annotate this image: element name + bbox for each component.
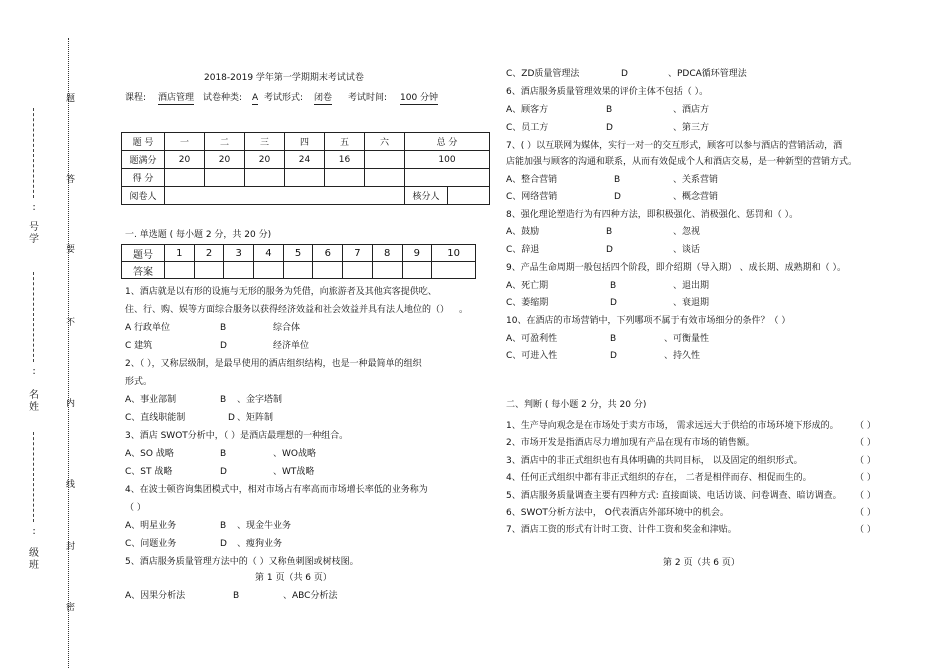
option-letter: D bbox=[220, 467, 227, 477]
option-text: 、WO战略 bbox=[273, 449, 316, 459]
score-cell: 16 bbox=[325, 151, 365, 169]
score-cell: 总 分 bbox=[405, 133, 490, 151]
judge-item: 3、酒店中的非正式组织也有具体明确的共同目标， 以及固定的组织形式。 bbox=[506, 456, 803, 466]
seal-char: 不 bbox=[66, 318, 76, 328]
option-letter: D bbox=[610, 351, 617, 361]
option-letter: D bbox=[606, 123, 613, 133]
score-cell: 二 bbox=[205, 133, 245, 151]
score-cell: 六 bbox=[365, 133, 405, 151]
exam-form-label: 考试形式: bbox=[264, 93, 304, 103]
seal-char: 线 bbox=[66, 480, 76, 490]
score-cell: 四 bbox=[285, 133, 325, 151]
option-text: A、整合营销 bbox=[506, 175, 558, 185]
question-line: 形式。 bbox=[125, 377, 153, 387]
page-footer: 第 1 页（共 6 页） bbox=[255, 573, 332, 583]
answer-cell bbox=[343, 262, 373, 279]
judge-paren: （ ） bbox=[855, 421, 876, 431]
exam-title: 2018-2019 学年第一学期期末考试试卷 bbox=[204, 73, 364, 83]
judge-paren: （ ） bbox=[855, 525, 876, 535]
seal-char: 要 bbox=[66, 245, 76, 255]
question-line: 4、在波士顿咨询集团模式中，相对市场占有率高而市场增长率低的业务称为 bbox=[125, 485, 428, 495]
option-letter: B bbox=[614, 175, 621, 185]
xuehao-colon: : bbox=[32, 202, 36, 213]
score-cell: 三 bbox=[245, 133, 285, 151]
option-text: C、辞退 bbox=[506, 245, 540, 255]
option-text: 、谈话 bbox=[673, 245, 701, 255]
score-cell: 得 分 bbox=[122, 169, 165, 187]
option-letter: B bbox=[220, 449, 227, 459]
option-text: A、死亡期 bbox=[506, 281, 549, 291]
xingming-colon: : bbox=[32, 366, 36, 377]
question-line: 5、酒店服务质量管理方法中的（ ）又称鱼刺图或树枝图。 bbox=[125, 557, 359, 567]
score-table-row bbox=[122, 151, 490, 169]
answer-cell bbox=[224, 262, 254, 279]
score-cell bbox=[365, 151, 405, 169]
answer-cell bbox=[402, 262, 432, 279]
score-cell: 五 bbox=[325, 133, 365, 151]
judge-item: 1、生产导向观念是在市场处于卖方市场， 需求远远大于供给的市场环境下形成的。 bbox=[506, 421, 839, 431]
option-text: A、可盈利性 bbox=[506, 334, 558, 344]
section1-heading: 一. 单选题 ( 每小题 2 分，共 20 分) bbox=[125, 230, 272, 240]
judge-paren: （ ） bbox=[855, 456, 876, 466]
score-cell bbox=[405, 169, 490, 187]
question-line: 7、( ）以互联网为媒体，实行一对一的交互形式，顾客可以参与酒店的营销活动，酒 bbox=[506, 141, 843, 151]
judge-paren: （ ） bbox=[855, 473, 876, 483]
option-text: 、现金牛业务 bbox=[237, 521, 292, 531]
paper-type-value: A bbox=[252, 93, 259, 103]
option-letter: B bbox=[610, 281, 617, 291]
option-letter: B bbox=[220, 521, 227, 531]
answer-cell: 9 bbox=[402, 245, 432, 262]
option-text: 、瘦狗业务 bbox=[237, 539, 283, 549]
option-text: C 建筑 bbox=[125, 341, 153, 351]
course-value: 酒店管理 bbox=[158, 93, 195, 103]
question-line: （ ） bbox=[125, 503, 146, 513]
judge-item: 2、市场开发是指酒店尽力增加现有产品在现有市场的销售额。 bbox=[506, 438, 755, 448]
option-letter: B bbox=[606, 105, 613, 115]
banji-line bbox=[33, 432, 34, 522]
question-line: 8、强化理论塑造行为有四种方法，即积极强化、消极强化、惩罚和（ ）。 bbox=[506, 210, 799, 220]
question-line: 住、行、购、娱等方面综合服务以获得经济效益和社会效益并具有法人地位的（） bbox=[125, 305, 450, 315]
option-text: 、WT战略 bbox=[273, 467, 315, 477]
score-table-row bbox=[122, 187, 490, 205]
answer-cell: 6 bbox=[313, 245, 343, 262]
score-cell: 100 bbox=[405, 151, 490, 169]
answer-cell bbox=[254, 262, 284, 279]
score-cell: 20 bbox=[165, 151, 205, 169]
judge-paren: （ ） bbox=[855, 491, 876, 501]
score-cell bbox=[365, 169, 405, 187]
judge-item: 4、任何正式组织中都有非正式组织的存在， 二者是相伴而存、相促而生的。 bbox=[506, 473, 812, 483]
question-line: 10、在酒店的市场营销中，下列哪项不属于有效市场细分的条件？（ ） bbox=[506, 316, 791, 326]
option-text: 、第三方 bbox=[673, 123, 710, 133]
section2-heading: 二、判断 ( 每小题 2 分，共 20 分) bbox=[506, 400, 647, 410]
answer-cell bbox=[165, 262, 195, 279]
page-footer: 第 2 页（共 6 页） bbox=[663, 558, 740, 568]
score-cell bbox=[165, 169, 205, 187]
answer-cell: 5 bbox=[283, 245, 313, 262]
option-text: C、员工方 bbox=[506, 123, 549, 133]
option-text: 、忽视 bbox=[673, 227, 701, 237]
option-text: A、SO 战略 bbox=[125, 449, 174, 459]
option-letter: B bbox=[610, 334, 617, 344]
banji-char: 级 bbox=[29, 548, 39, 559]
score-cell bbox=[205, 169, 245, 187]
course-label: 课程: bbox=[125, 93, 147, 103]
option-text: C、萎缩期 bbox=[506, 298, 549, 308]
score-cell: 20 bbox=[245, 151, 285, 169]
option-letter: D bbox=[220, 341, 227, 351]
answer-cell bbox=[372, 262, 402, 279]
option-text: 、ABC分析法 bbox=[283, 591, 338, 601]
option-text: 、退出期 bbox=[673, 281, 710, 291]
answer-cell: 7 bbox=[343, 245, 373, 262]
banji-colon: : bbox=[32, 526, 36, 537]
seal-dotted-line bbox=[68, 38, 69, 668]
question-line: 3、酒店 SWOT分析中，（ ）是酒店最理想的一种组合。 bbox=[125, 431, 349, 441]
option-letter: B bbox=[220, 395, 227, 405]
question-line: 。 bbox=[459, 305, 469, 315]
judge-paren: （ ） bbox=[855, 438, 876, 448]
option-text: C、问题业务 bbox=[125, 539, 177, 549]
judge-paren: （ ） bbox=[855, 508, 876, 518]
answer-cell bbox=[432, 262, 476, 279]
score-cell bbox=[325, 169, 365, 187]
option-text: 、矩阵制 bbox=[237, 413, 274, 423]
option-text: 综合体 bbox=[273, 323, 301, 333]
question-line: 1、酒店就是以有形的设施与无形的服务为凭借，向旅游者及其他宾客提供吃、 bbox=[125, 287, 437, 297]
seal-char: 内 bbox=[66, 399, 76, 409]
option-text: C、直线职能制 bbox=[125, 413, 186, 423]
option-text: A、鼓励 bbox=[506, 227, 540, 237]
option-text: C、可进入性 bbox=[506, 351, 558, 361]
xingming-line bbox=[33, 272, 34, 362]
option-text: A、明星业务 bbox=[125, 521, 177, 531]
seal-char: 封 bbox=[66, 542, 76, 552]
exam-time-label: 考试时间: bbox=[348, 93, 388, 103]
paper-type-label: 试卷种类: bbox=[203, 93, 243, 103]
answer-cell: 3 bbox=[224, 245, 254, 262]
answer-cell: 8 bbox=[372, 245, 402, 262]
answer-table bbox=[121, 244, 476, 279]
seal-char: 答 bbox=[66, 175, 76, 185]
score-cell: 题 号 bbox=[122, 133, 165, 151]
option-letter: B bbox=[233, 591, 240, 601]
answer-cell bbox=[283, 262, 313, 279]
option-text: 、金字塔制 bbox=[237, 395, 283, 405]
judge-item: 5、酒店服务质量调查主要有四种方式: 直接面谈、电话访谈、问卷调查、暗访调查。 bbox=[506, 491, 842, 501]
judge-item: 6、SWOT分析方法中， O代表酒店外部环境中的机会。 bbox=[506, 508, 729, 518]
score-cell bbox=[245, 169, 285, 187]
option-letter: D bbox=[614, 192, 621, 202]
seal-char: 密 bbox=[66, 603, 76, 613]
option-text: A、顾客方 bbox=[506, 105, 549, 115]
exam-time-value: 100 分钟 bbox=[400, 93, 439, 103]
question-line: 9、产品生命周期一般包括四个阶段，即介绍期（导入期） 、成长期、成熟期和（ ）。 bbox=[506, 263, 846, 273]
option-text: 经济单位 bbox=[273, 341, 310, 351]
score-table bbox=[121, 132, 490, 205]
option-text: C、ST 战略 bbox=[125, 467, 173, 477]
answer-table-row bbox=[122, 262, 476, 279]
exam-form-value: 闭卷 bbox=[314, 93, 333, 103]
option-letter: B bbox=[220, 323, 227, 333]
question-line: 6、酒店服务质量管理效果的评价主体不包括（ ）。 bbox=[506, 87, 709, 97]
option-letter: B bbox=[606, 227, 613, 237]
option-letter: D bbox=[610, 298, 617, 308]
score-table-row bbox=[122, 169, 490, 187]
score-cell: 核分人 bbox=[405, 187, 448, 205]
score-cell: 24 bbox=[285, 151, 325, 169]
score-cell bbox=[448, 187, 490, 205]
question-line: 店能加强与顾客的沟通和联系，从而有效促成个人和酒店交易，是一种新型的营销方式。 bbox=[506, 157, 858, 167]
xingming-char: 姓 bbox=[29, 402, 39, 413]
option-text: 、可衡量性 bbox=[664, 334, 710, 344]
xuehao-line bbox=[33, 108, 34, 198]
option-text: C、ZD质量管理法 bbox=[506, 69, 580, 79]
score-cell: 20 bbox=[205, 151, 245, 169]
option-text: 、持久性 bbox=[664, 351, 701, 361]
answer-cell: 4 bbox=[254, 245, 284, 262]
option-letter: D bbox=[621, 69, 628, 79]
score-cell bbox=[165, 187, 405, 205]
option-text: 、概念营销 bbox=[673, 192, 719, 202]
score-cell: 一 bbox=[165, 133, 205, 151]
option-text: 、PDCA循环管理法 bbox=[668, 69, 747, 79]
xingming-char: 名 bbox=[29, 390, 39, 401]
banji-char: 班 bbox=[29, 560, 39, 571]
option-text: C、网络营销 bbox=[506, 192, 558, 202]
option-letter: D bbox=[220, 539, 227, 549]
xuehao-char: 学 bbox=[29, 234, 39, 245]
seal-char: 题 bbox=[66, 94, 76, 104]
answer-cell: 答案 bbox=[122, 262, 165, 279]
option-text: A、因果分析法 bbox=[125, 591, 186, 601]
judge-item: 7、酒店工资的形式有计时工资、计件工资和奖金和津贴。 bbox=[506, 525, 737, 535]
answer-cell: 题号 bbox=[122, 245, 165, 262]
option-text: 、关系营销 bbox=[673, 175, 719, 185]
option-text: A、事业部制 bbox=[125, 395, 177, 405]
answer-cell: 1 bbox=[165, 245, 195, 262]
xuehao-char: 号 bbox=[29, 222, 39, 233]
option-text: A 行政单位 bbox=[125, 323, 171, 333]
option-letter: D bbox=[606, 245, 613, 255]
score-cell: 题满分 bbox=[122, 151, 165, 169]
option-letter: D bbox=[228, 413, 235, 423]
answer-cell bbox=[194, 262, 224, 279]
option-text: 、衰退期 bbox=[673, 298, 710, 308]
answer-cell: 10 bbox=[432, 245, 476, 262]
answer-table-row bbox=[122, 245, 476, 262]
question-line: 2、（ ），又称层级制，是最早使用的酒店组织结构，也是一种最简单的组织 bbox=[125, 359, 422, 369]
answer-cell: 2 bbox=[194, 245, 224, 262]
score-table-row bbox=[122, 133, 490, 151]
answer-cell bbox=[313, 262, 343, 279]
score-cell: 阅卷人 bbox=[122, 187, 165, 205]
score-cell bbox=[285, 169, 325, 187]
option-text: 、酒店方 bbox=[673, 105, 710, 115]
